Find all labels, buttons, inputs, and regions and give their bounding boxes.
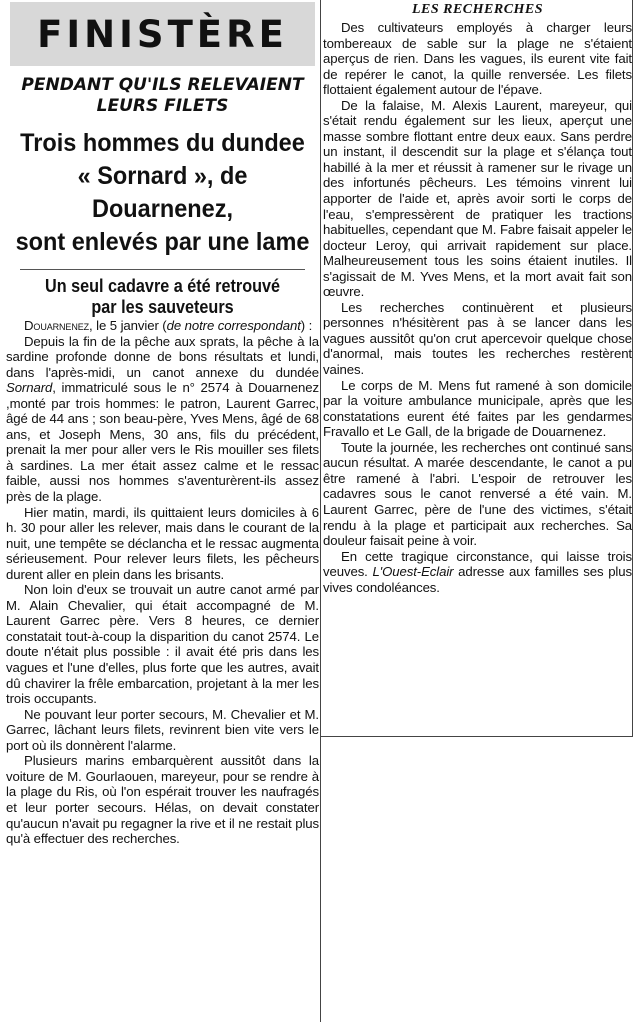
paragraph-text: Depuis la fin de la pêche aux sprats, la pêche à la sardine profonde donne de bons résultats et lundi, dans l'après-midi, un canot annexe du dundée [6,333,319,380]
paragraph: Plusieurs marins embarquèrent aussitôt dans la voiture de M. Gourlaouen, mareyeur, pour se rendre à la plage du Ris, où l'on espérait trouver les naufragés et leur porter secours. Hélas, on devait constater qu'aucun n'avait pu regagner la rive et il ne restait plus qu'à effectuer des recherches. [6,753,319,847]
right-column [323,0,632,595]
paragraph-text: , immatriculé sous le n° 2574 à Douarnenez ,monté par trois hommes: le patron, Laurent Garrec, âgé de 44 ans ; son beau-père, Yves Mens, âgé de 68 ans, et Joseph Mens, 30 ans, fils du précédent, prenait la mer pour aller vers le Ris mouiller ses filets à sardines. La mer était assez calme et le ressac faible, aussi nos hommes s'aventurèrent-ils assez près de la plage. [6,380,319,505]
paragraph: Le corps de M. Mens fut ramené à son domicile par la voiture ambulance municipale, après que les constatations eurent été faites par les gendarmes Fravallo et Le Gall, de la brigade de Douarnenez. [323,377,632,440]
boat-name: Sornard [6,380,53,396]
dateline [6,318,319,334]
paragraph: De la falaise, M. Alexis Laurent, mareyeur, qui s'était rendu également sur les lieux, aperçut une masse sombre flottant entre deux eaux. Sans perdre un instant, il descendit sur la plage et s'élança tout habillé à la mer et réussit à ramener sur le rivage un des infortunés pêcheurs. Les témoins vinrent lui apporter de l'aide et, après avoir sorti le corps de l'eau, s'empressèrent de pratiquer les tractions habituelles, cependant que M. Fabre faisait appeler le docteur Leroy, qui arrivait rapidement sur place. Malheureusement tous les soins étaient inutiles. Il s'agissait de M. Yves Mens, et la mort avait fait son œuvre. [323,97,632,300]
paragraph [6,334,319,505]
paragraph [323,549,632,596]
article-body-left [6,318,319,847]
section-heading: LES RECHERCHES [411,2,544,17]
paragraph-text: En cette tragique circonstance, qui laisse trois veuves. [323,548,632,580]
paragraph-text: adresse aux familles ses plus vives condoléances. [323,564,632,595]
subheadline: Un seul cadavre a été retrouvé par les sauveteurs [44,276,281,317]
article-body-right [323,20,632,595]
column-divider [320,0,321,1022]
kicker: PENDANT QU'ILS RELEVAIENT LEURS FILETS [21,75,304,116]
paragraph: Ne pouvant leur porter secours, M. Chevalier et M. Garrec, lâchant leurs filets, revinrent bien vite vers le port où ils donnèrent l'alarme. [6,706,319,753]
paragraph: Hier matin, mardi, ils quittaient leurs domiciles à 6 h. 30 pour aller les relever, mais dans le courant de la nuit, une tempête se déclancha et le ressac augmenta sérieusement. Pour relever leurs filets, les pêcheurs durent aller en plein dans les brisants. [6,504,319,582]
dateline-correspondent: de notre correspondant [166,318,301,333]
newspaper-name: L'Ouest-Eclair [372,564,454,580]
dateline-place: Douarnenez [24,318,90,333]
left-column [6,0,319,847]
paragraph: Non loin d'eux se trouvait un autre canot armé par M. Alain Chevalier, qui était accompagné de M. Laurent Garrec père. Vers 8 heures, ce dernier constatait tout-à-coup la disparition du canot 2574. Le doute n'était plus possible : il avait été pris dans les vagues et l'une d'elles, plus forte que les autres, avait dû chavirer la frêle embarcation, projetant à la mer les trois occupants. [6,582,319,707]
dateline-end: ) : [300,318,313,333]
paragraph: Les recherches continuèrent et plusieurs personnes n'hésitèrent pas à se lancer dans les vagues aussitôt qu'on crut apercevoir quelque chose d'anormal, mais toutes les recherches restèrent vaines. [323,299,632,378]
paragraph: Toute la journée, les recherches ont continué sans aucun résultat. A marée descendante, le canot a pu être ramené à l'abri. L'espoir de retrouver les cadavres sous le canot renversé a été vain. M. Laurent Garrec, père de l'une des victimes, s'était rendu à la plage et participait aux recherches. Sa douleur faisait peine à voir. [323,439,632,549]
paragraph: Des cultivateurs employés à charger leurs tombereaux de sable sur la plage ne s'étaient aperçus de rien. Dans les vagues, ils eurent vite fait de repérer le canot, la quille renversée. Les filets flottaient également autour de l'épave. [323,20,632,98]
headline: Trois hommes du dundee « Sornard », de Douarnenez, sont enlevés par une lame [15,129,310,256]
section-masthead: FINISTÈRE [10,2,315,66]
right-border [632,0,633,736]
article-end-rule [320,736,633,737]
dateline-date: , le 5 janvier ( [89,318,167,333]
headline-separator [20,269,305,270]
